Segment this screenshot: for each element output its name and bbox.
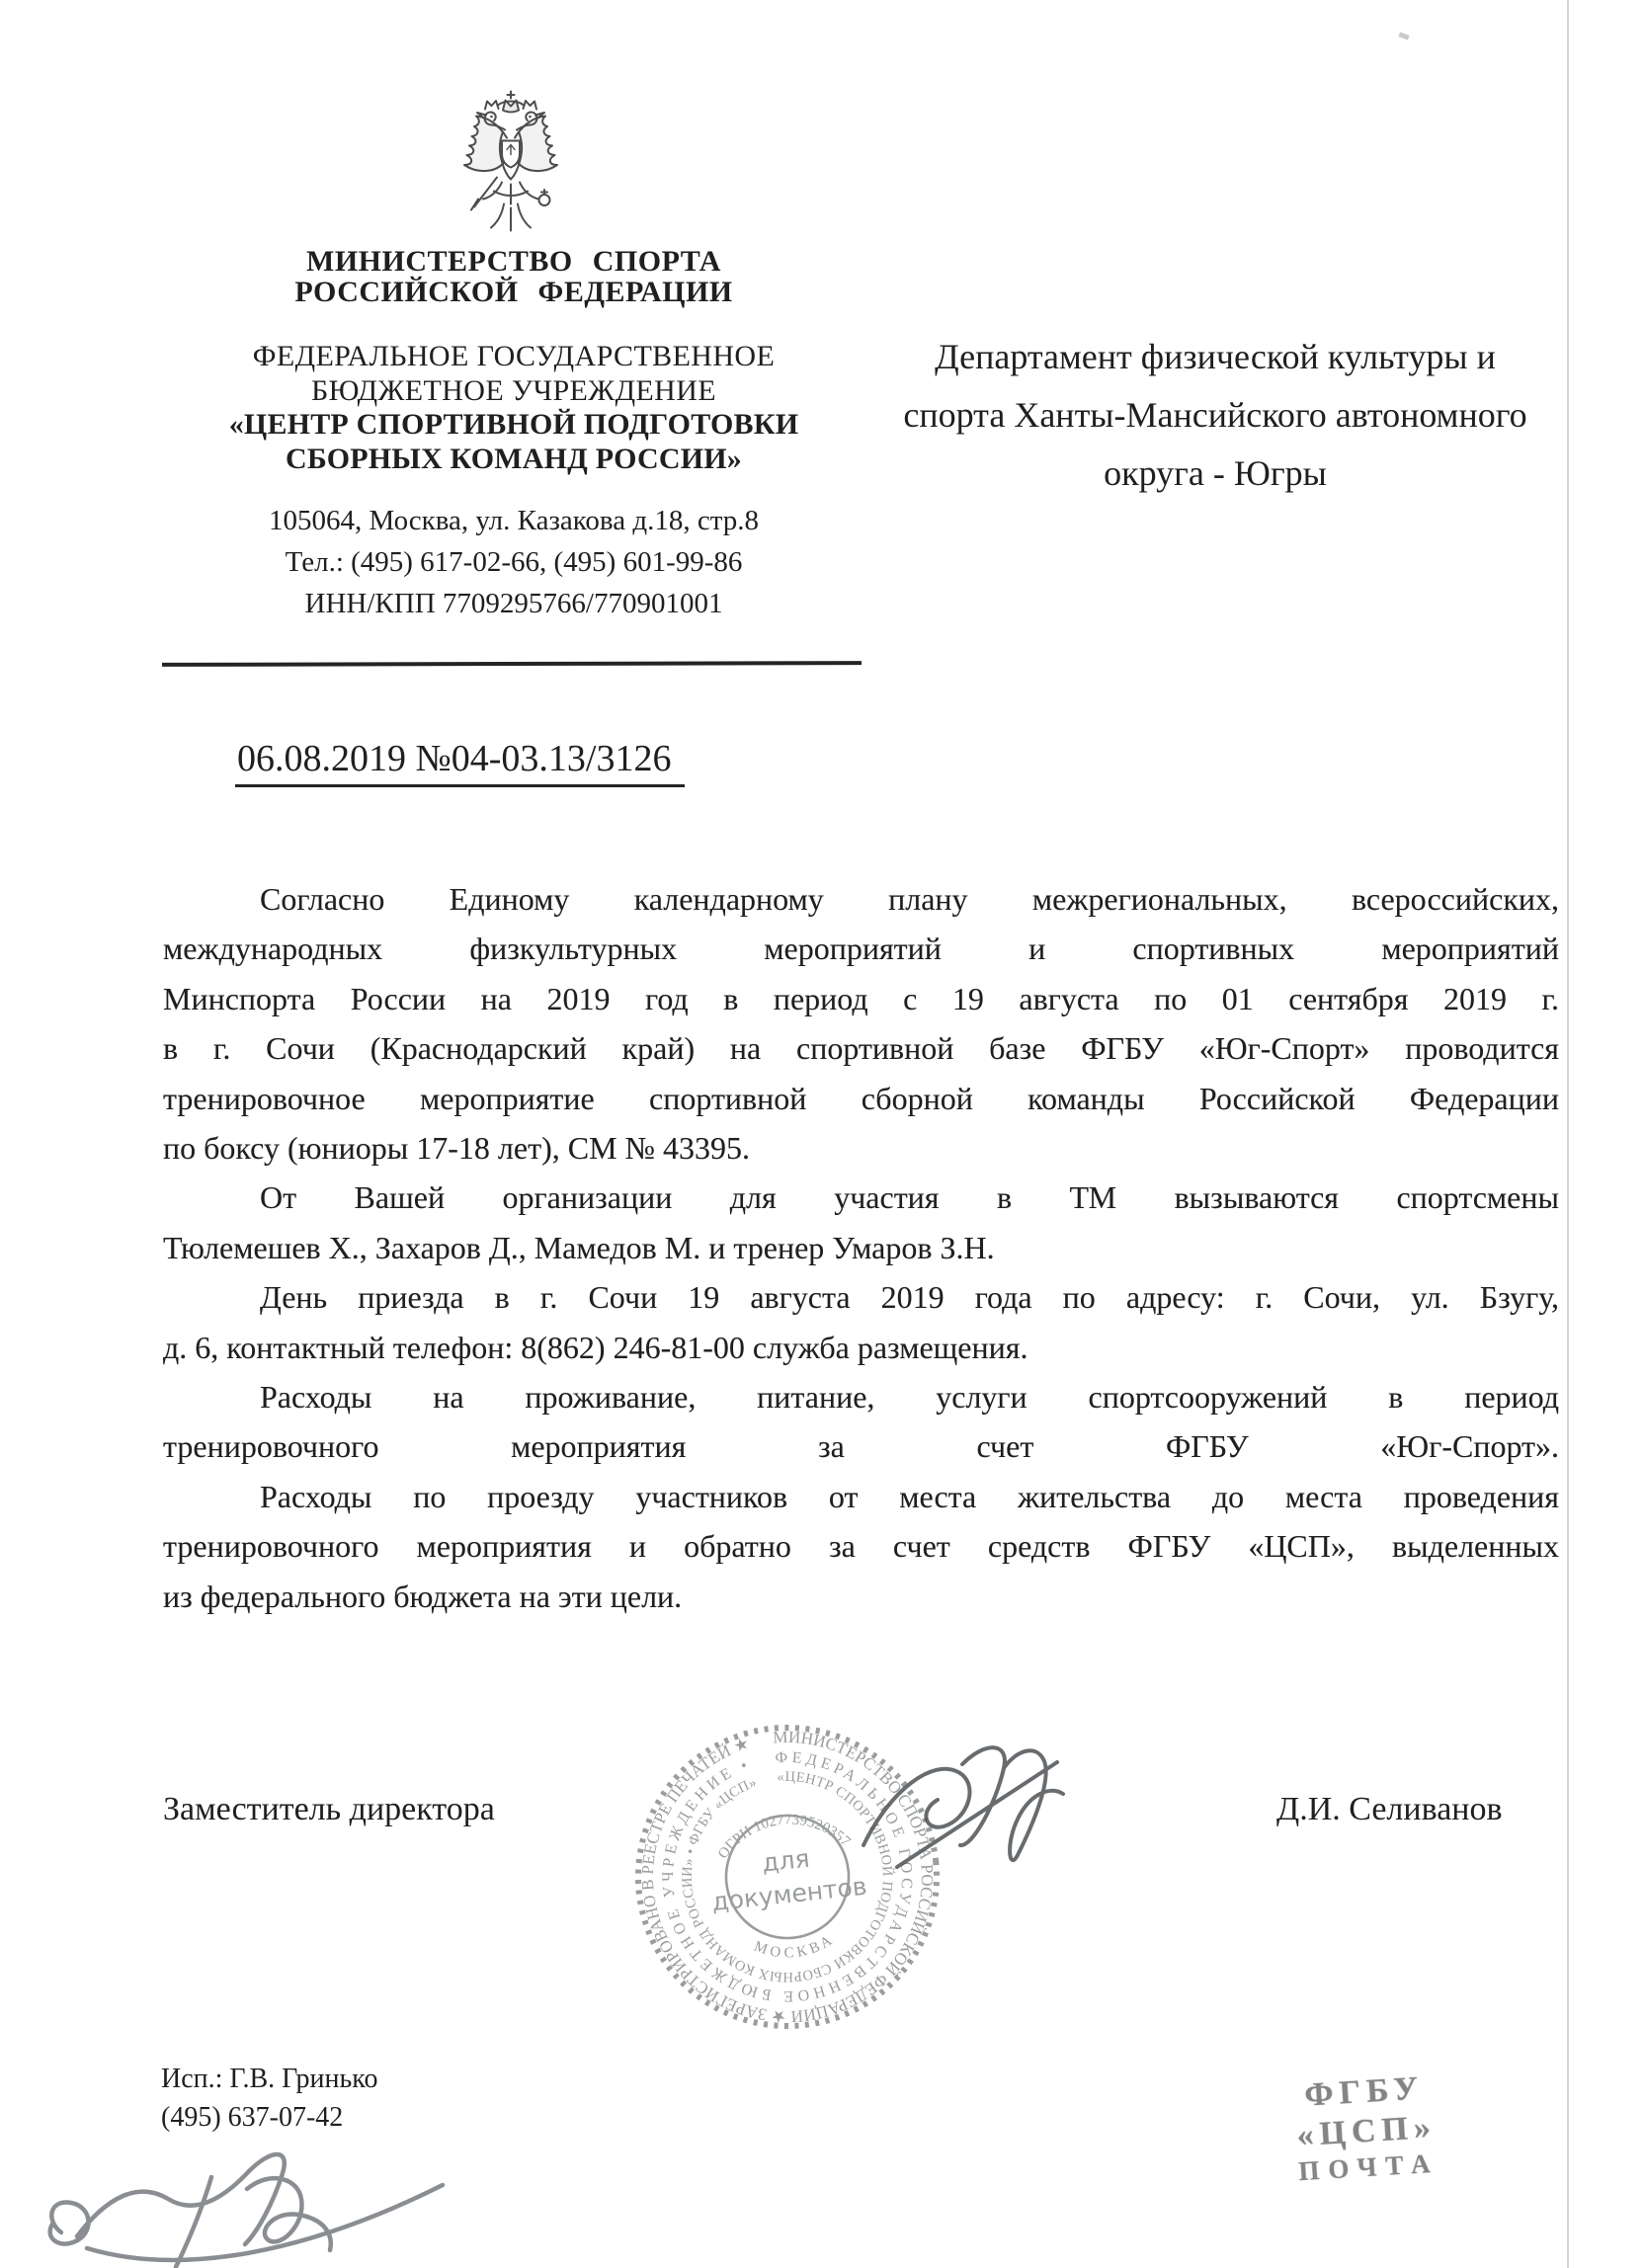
svg-text:МОСКВА: [750, 1930, 839, 1966]
body-line: От Вашей организации для участия в ТМ вызываются спортсмены: [260, 1179, 1559, 1216]
recipient-line3: округа - Югры: [1104, 453, 1327, 493]
body-line: в г. Сочи (Краснодарский край) на спортивной базе ФГБУ «Юг-Спорт» проводится: [163, 1030, 1559, 1067]
body-line: Минспорта России на 2019 год в период с 19 августа по 01 сентября 2019 г.: [163, 980, 1559, 1016]
ministry-name: [227, 246, 800, 307]
stamp-ring-middle-text: ФЕДЕРАЛЬНОЕ ГОСУДАРСТВЕННОЕ БЮДЖЕТНОЕ УЧРЕЖДЕНИЕ •: [659, 1748, 916, 2005]
organization-contacts: [227, 500, 800, 624]
stamp-ring-outer-text: МИНИСТЕРСТВО СПОРТА РОССИЙСКОЙ ФЕДЕРАЦИИ ★ ЗАРЕГИСТРИРОВАНО В РЕЕСТРЕ ПЕЧАТЕЙ ★: [637, 1727, 938, 2027]
body-line: Согласно Единому календарному плану межрегиональных, всероссийских,: [260, 881, 1559, 917]
mail-stamp-word: ПОЧТА: [1297, 2147, 1440, 2187]
org-line3: «ЦЕНТР СПОРТИВНОЙ ПОДГОТОВКИ: [228, 408, 799, 442]
body-line: из федерального бюджета на эти цели.: [163, 1578, 683, 1614]
org-inn-kpp: ИНН/КПП 7709295766/770901001: [304, 588, 723, 619]
org-address: 105064, Москва, ул. Казакова д.18, стр.8: [269, 505, 759, 536]
org-phones: Тел.: (495) 617-02-66, (495) 601-99-86: [285, 546, 743, 578]
body-line: д. 6, контактный телефон: 8(862) 246-81-00 служба размещения.: [163, 1329, 1028, 1365]
signatory-title: Заместитель директора: [163, 1791, 495, 1827]
recipient-line2: спорта Ханты-Мансийского автономного: [903, 395, 1527, 435]
body-line: Расходы на проживание, питание, услуги спортсооружений в период: [260, 1379, 1559, 1416]
stamp-ring-inner-text: «ЦЕНТР СПОРТИВНОЙ ПОДГОТОВКИ СБОРНЫХ КОМАНД РОССИИ» • ФГБУ «ЦСП»: [679, 1768, 896, 1985]
body-line: тренировочного мероприятия за счет ФГБУ «Юг-Спорт».: [163, 1428, 1559, 1465]
executor-name: Исп.: Г.В. Гринько: [161, 2064, 378, 2094]
org-line1: ФЕДЕРАЛЬНОЕ ГОСУДАРСТВЕННОЕ: [252, 340, 776, 372]
body-paragraphs: [163, 874, 1559, 1621]
org-line2: БЮДЖЕТНОЕ УЧРЕЖДЕНИЕ: [310, 373, 717, 407]
signatory-name: Д.И. Селиванов: [1276, 1791, 1503, 1827]
executor-info: [161, 2060, 377, 2137]
body-line: международных физкультурных мероприятий и спортивных мероприятий: [163, 931, 1559, 967]
signature-selivanov: [846, 1729, 1073, 1911]
mail-stamp: [1240, 2065, 1493, 2190]
organization-name: [227, 340, 800, 477]
recipient-block: [869, 328, 1561, 503]
body-line: День приезда в г. Сочи 19 августа 2019 года по адресу: г. Сочи, ул. Бзугу,: [260, 1279, 1559, 1316]
stamp-city-text: МОСКВА: [751, 1930, 839, 1962]
mail-stamp-org: ФГБУ «ЦСП»: [1295, 2069, 1438, 2154]
stamp-center-line2: документов: [709, 1871, 868, 1917]
body-line: Тюлемешев Х., Захаров Д., Мамедов М. и тренер Умаров З.Н.: [163, 1229, 995, 1265]
ministry-line2: РОССИЙСКОЙ ФЕДЕРАЦИИ: [294, 276, 733, 308]
body-line: Расходы по проезду участников от места жительства до места проведения: [260, 1478, 1559, 1514]
letterhead-divider: [162, 661, 862, 667]
handwritten-signature: [28, 2137, 492, 2268]
ref-date-number: 06.08.2019 №04-03.13/3126: [235, 737, 685, 787]
recipient-line1: Департамент физической культуры и: [935, 337, 1496, 376]
body-line: по боксу (юниоры 17-18 лет), СМ № 43395.: [163, 1130, 751, 1167]
scan-page-edge: [1567, 0, 1569, 2268]
org-line4: СБОРНЫХ КОМАНД РОССИИ»: [286, 443, 742, 476]
body-line: тренировочное мероприятие спортивной сборной команды Российской Федерации: [163, 1080, 1559, 1116]
stamp-center-line1: для: [760, 1843, 811, 1878]
scan-speck: [1398, 32, 1409, 40]
ministry-line1: МИНИСТЕРСТВО СПОРТА: [306, 245, 721, 278]
body-line: тренировочного мероприятия и обратно за счет средств ФГБУ «ЦСП», выделенных: [163, 1528, 1559, 1565]
executor-phone: (495) 637-07-42: [161, 2102, 344, 2133]
coat-of-arms-eagle-icon: [442, 87, 580, 245]
stamp-ogrn-text: ОГРН 1027739520357: [715, 1812, 854, 1862]
